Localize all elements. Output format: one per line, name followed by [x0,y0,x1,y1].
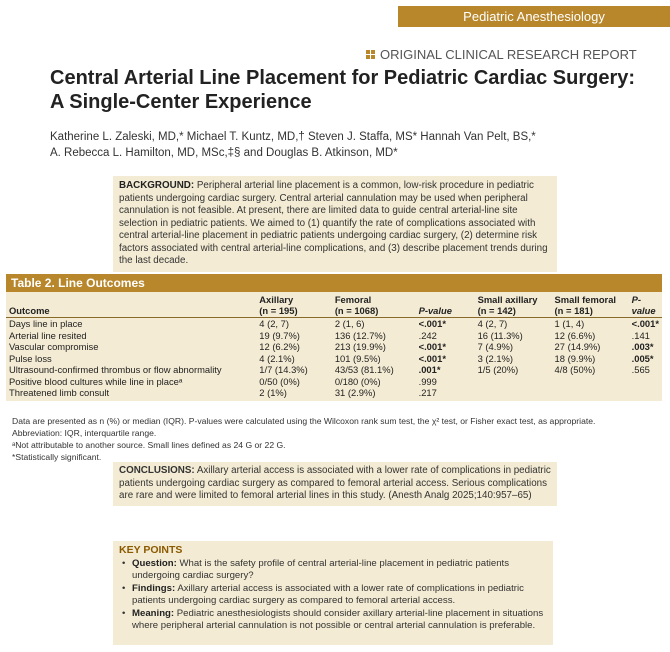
cell-outcome: Pulse loss [9,352,52,364]
cell-outcome: Threatened limb consult [9,387,110,398]
cell-p2: .005* [631,352,654,364]
conclusions-label: CONCLUSIONS: [119,465,195,476]
cell-axillary: 12 (6.2%) [259,341,300,352]
cell-small-axillary: 1/5 (20%) [477,364,519,375]
background-text: Peripheral arterial line placement is a common, low-risk procedure in pediatric patients undergoing cardiac surgery. Central arterial cannulation may be used when peripheral cannulation is not feasible. At present, there are limited data to guide central arterial-line site selection in pediatric patients. We aimed to (1) quantify the rate of complications associated with central arterial-line placement in pediatric patients undergoing cardiac surgery, (2) determine risk factors associated with central arterial-line complications, and (3) describe placement trends during the last decade. [119,180,548,266]
bullet-icon: • [122,583,126,594]
cell-p1: <.001* [418,318,446,329]
cell-small-axillary: 16 (11.3%) [477,329,523,341]
cell-small-femoral: 1 (1, 4) [554,318,585,329]
background-label: BACKGROUND: [119,180,195,191]
cell-small-femoral: 27 (14.9%) [554,341,601,352]
bullet-icon: • [122,558,126,569]
footnote-abbreviation: Abbreviation: IQR, interquartile range. [12,428,157,438]
cell-outcome: Ultrasound-confirmed thrombus or flow abnormality [9,364,222,375]
footnote-data: Data are presented as n (%) or median (IQR). P-values were calculated using the Wilcoxon rank sum test, the χ² test, or Fisher exact test, as appropriate. [12,416,596,426]
key-points-heading: KEY POINTS [119,544,183,556]
cell-small-femoral [552,387,629,399]
header-p-value-1: P-value [418,305,452,316]
table-row [6,376,662,388]
cell-small-femoral: 4/8 (50%) [554,364,596,375]
header-small-axillary: Small axillary (n = 142) [477,294,538,316]
cell-p1: <.001* [418,352,446,364]
cell-femoral: 213 (19.9%) [334,341,386,352]
key-point-meaning: • Meaning: Pediatric anesthesiologists should consider axillary arterial-line placement in situations where peripheral arterial cannulation is not possible or central arterial cannulation is preferable. [122,608,544,631]
background-abstract [113,176,557,272]
cell-small-axillary [475,387,552,399]
key-point-findings: • Findings: Axillary arterial access is associated with a lower rate of complications in pediatric patients undergoing cardiac surgery as compared to femoral arterial access. [122,583,524,606]
cell-small-femoral [552,376,629,388]
cell-femoral: 31 (2.9%) [334,387,376,398]
outcomes-table-grid [6,293,662,399]
cell-axillary: 0/50 (0%) [259,375,300,387]
table-row [6,330,662,342]
conclusions-text: Axillary arterial access is associated with a lower rate of complications in pediatric patients undergoing cardiac surgery as compared to femoral arterial access. Serious complications are rare and were limited to femoral arterial lines in this study. (Anesth Analg 2025;140:957–65) [119,465,551,501]
cell-small-axillary [475,376,552,388]
cell-axillary: 4 (2, 7) [259,318,289,329]
table-row [6,364,662,376]
cell-p2 [629,376,662,388]
cell-femoral: 43/53 (81.1%) [334,364,394,375]
cell-small-femoral: 12 (6.6%) [554,329,596,341]
table-row [6,387,662,399]
header-small-femoral: Small femoral (n = 181) [554,294,617,316]
table-footnotes [12,415,662,463]
header-outcome: Outcome [9,305,50,316]
author-list [50,129,650,161]
table-title: Table 2. Line Outcomes [6,274,662,292]
line-outcomes-table [6,274,662,401]
cell-axillary: 19 (9.7%) [259,329,300,341]
cell-outcome: Positive blood cultures while line in placeᵃ [9,375,183,387]
cell-p1: .999 [418,375,437,387]
cell-femoral: 0/180 (0%) [334,375,381,387]
table-row [6,341,662,353]
cell-p2: .141 [631,329,650,341]
cell-outcome: Days line in place [9,318,83,329]
cell-small-axillary: 3 (2.1%) [477,352,514,364]
key-points-box [113,541,553,645]
journal-section-banner: Pediatric Anesthesiology [398,6,670,27]
cell-p2 [629,387,662,399]
header-p-value-2: P-value [631,294,656,316]
cell-p1: .001* [418,364,441,375]
grid-square-icon [366,50,375,59]
cell-p1: .217 [418,387,437,398]
article-title: Central Arterial Line Placement for Pediatric Cardiac Surgery: A Single-Center Experience [50,67,636,113]
cell-p2: .003* [631,341,654,352]
key-point-question: • Question: What is the safety profile of central arterial-line placement in pediatric patients undergoing cardiac surgery? [122,558,509,581]
cell-small-axillary: 7 (4.9%) [477,341,514,352]
footnote-a: ᵃNot attributable to another source. Small lines defined as 24 G or 22 G. [12,440,286,450]
cell-small-femoral: 18 (9.9%) [554,352,596,364]
footnote-significance: *Statistically significant. [12,452,102,462]
author-line-2: A. Rebecca L. Hamilton, MD, MSc,‡§ and Douglas B. Atkinson, MD* [50,147,398,159]
cell-p1: <.001* [418,341,446,352]
cell-axillary: 4 (2.1%) [259,352,295,364]
report-type-text: ORIGINAL CLINICAL RESEARCH REPORT [380,47,637,62]
cell-p1: .242 [418,329,437,341]
cell-femoral: 101 (9.5%) [334,352,381,364]
cell-femoral: 136 (12.7%) [334,329,386,341]
cell-outcome: Vascular compromise [9,341,99,352]
cell-axillary: 1/7 (14.3%) [259,364,308,375]
conclusions-box [113,462,557,506]
table-row [6,318,662,330]
table-header-row [6,293,662,318]
cell-axillary: 2 (1%) [259,387,287,398]
author-line-1: Katherine L. Zaleski, MD,* Michael T. Kuntz, MD,† Steven J. Staffa, MS* Hannah Van Pelt, BS,* [50,131,536,143]
report-type-label [366,47,637,62]
cell-small-axillary: 4 (2, 7) [477,318,508,329]
table-row [6,353,662,365]
cell-p2: .565 [631,364,650,375]
cell-p2: <.001* [631,318,659,329]
bullet-icon: • [122,608,126,619]
cell-outcome: Arterial line resited [9,329,87,341]
header-axillary: Axillary (n = 195) [259,294,298,316]
cell-femoral: 2 (1, 6) [334,318,365,329]
header-femoral: Femoral (n = 1068) [334,294,379,316]
